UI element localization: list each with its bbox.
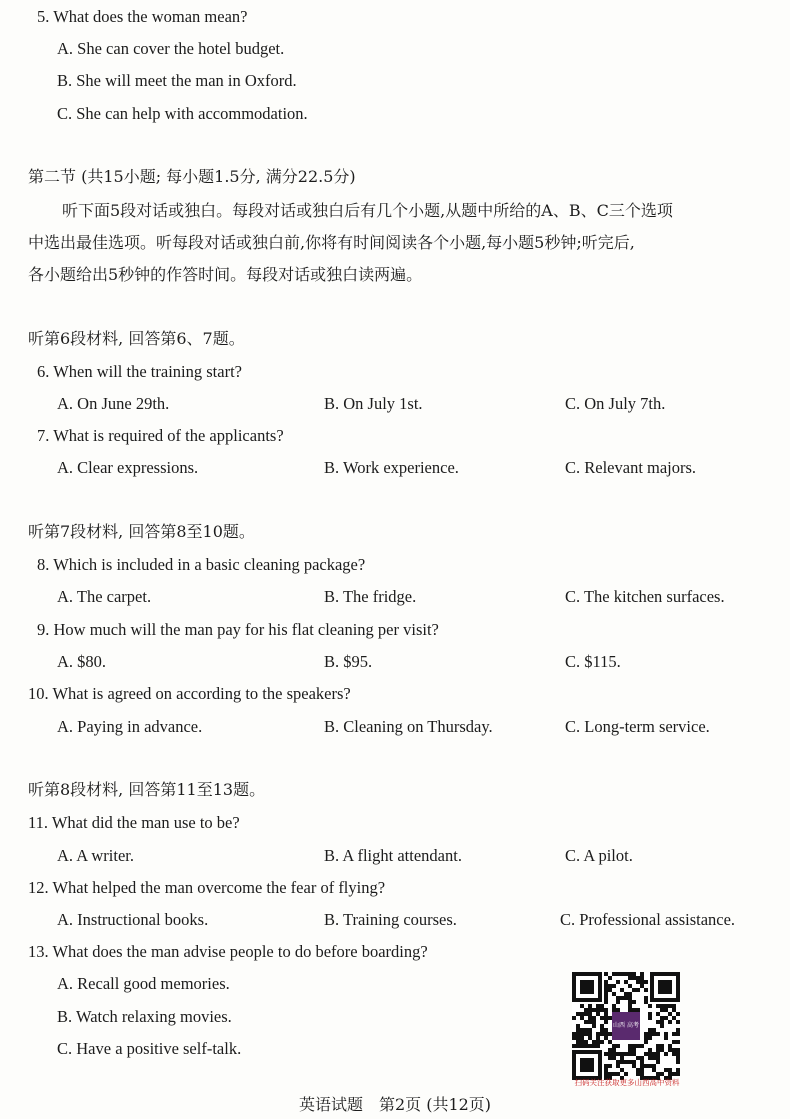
- question-12: 12. What helped the man overcome the fear of flying?: [28, 878, 386, 897]
- qr-logo: 山西 高考: [612, 1012, 640, 1040]
- question-11: 11. What did the man use to be?: [28, 813, 240, 832]
- question-6: 6. When will the training start?: [37, 362, 242, 381]
- instructions-line-3: 各小题给出5秒钟的作答时间。每段对话或独白读两遍。: [28, 265, 423, 284]
- option-13c: C. Have a positive self-talk.: [57, 1039, 242, 1058]
- option-6a: A. On June 29th.: [57, 394, 170, 413]
- instructions-line-1: 听下面5段对话或独白。每段对话或独白后有几个小题,从题中所给的A、B、C三个选项: [62, 201, 673, 220]
- option-9a: A. $80.: [57, 652, 107, 671]
- option-10b: B. Cleaning on Thursday.: [324, 717, 493, 736]
- option-10a: A. Paying in advance.: [57, 717, 203, 736]
- option-11b: B. A flight attendant.: [324, 846, 462, 865]
- question-5: 5. What does the woman mean?: [37, 7, 248, 26]
- option-8b: B. The fridge.: [324, 587, 417, 606]
- group6-intro: 听第6段材料, 回答第6、7题。: [28, 329, 245, 348]
- option-5c: C. She can help with accommodation.: [57, 104, 308, 123]
- option-11a: A. A writer.: [57, 846, 134, 865]
- question-9: 9. How much will the man pay for his flat cleaning per visit?: [37, 620, 439, 639]
- option-7b: B. Work experience.: [324, 458, 459, 477]
- option-8c: C. The kitchen surfaces.: [565, 587, 725, 606]
- group8-intro: 听第8段材料, 回答第11至13题。: [28, 780, 266, 799]
- option-9c: C. $115.: [565, 652, 621, 671]
- option-8a: A. The carpet.: [57, 587, 152, 606]
- option-12b: B. Training courses.: [324, 910, 457, 929]
- qr-caption: 扫码关注获取更多山西高中资料: [574, 1078, 680, 1087]
- question-8: 8. Which is included in a basic cleaning package?: [37, 555, 366, 574]
- question-13: 13. What does the man advise people to do before boarding?: [28, 942, 428, 961]
- option-11c: C. A pilot.: [565, 846, 633, 865]
- page-footer: 英语试题 第2页 (共12页): [298, 1095, 492, 1114]
- option-10c: C. Long-term service.: [565, 717, 710, 736]
- option-5a: A. She can cover the hotel budget.: [57, 39, 285, 58]
- option-5b: B. She will meet the man in Oxford.: [57, 71, 297, 90]
- option-6b: B. On July 1st.: [324, 394, 423, 413]
- option-13a: A. Recall good memories.: [57, 974, 230, 993]
- option-12a: A. Instructional books.: [57, 910, 209, 929]
- option-12c: C. Professional assistance.: [560, 910, 736, 929]
- question-7: 7. What is required of the applicants?: [37, 426, 284, 445]
- option-13b: B. Watch relaxing movies.: [57, 1007, 232, 1026]
- question-10: 10. What is agreed on according to the speakers?: [28, 684, 351, 703]
- option-7c: C. Relevant majors.: [565, 458, 697, 477]
- option-7a: A. Clear expressions.: [57, 458, 199, 477]
- option-6c: C. On July 7th.: [565, 394, 666, 413]
- group7-intro: 听第7段材料, 回答第8至10题。: [28, 522, 255, 541]
- section-heading: 第二节 (共15小题; 每小题1.5分, 满分22.5分): [28, 167, 356, 186]
- instructions-line-2: 中选出最佳选项。听每段对话或独白前,你将有时间阅读各个小题,每小题5秒钟;听完后,: [28, 233, 635, 252]
- qr-code: [572, 972, 680, 1080]
- option-9b: B. $95.: [324, 652, 373, 671]
